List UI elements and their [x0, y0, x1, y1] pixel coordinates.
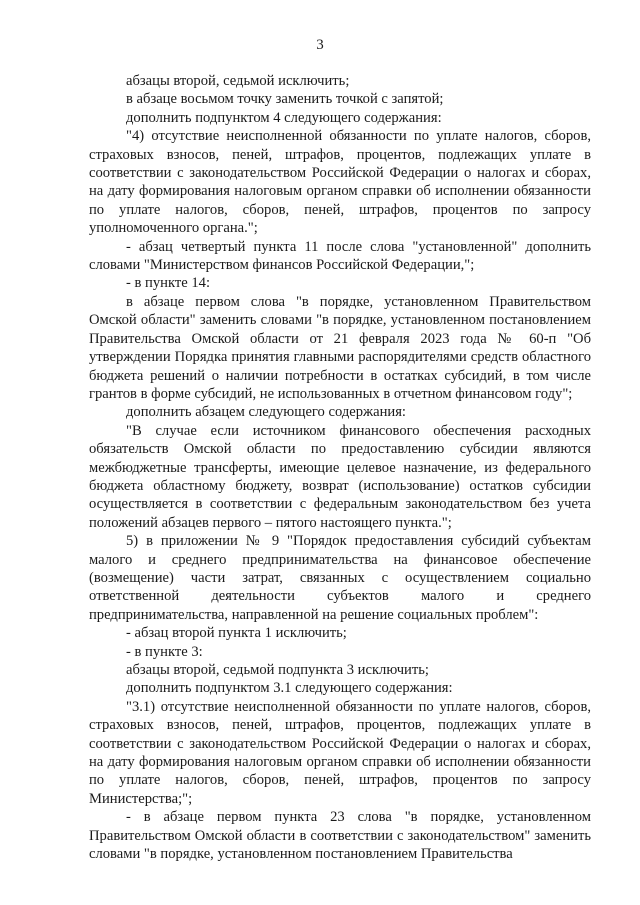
paragraph: - абзац четвертый пункта 11 после слова "установленной" дополнить словами "Министерством финансов Российской Федерации,";	[89, 238, 591, 274]
paragraph: - абзац второй пункта 1 исключить;	[126, 625, 347, 642]
paragraph: - в абзаце первом пункта 23 слова "в порядке, установленном Правительством Омской области в соответствии с законодательством" заменить словами "в порядке, установленном постановлением Правительства	[89, 809, 591, 863]
paragraph: дополнить абзацем следующего содержания:	[126, 404, 406, 421]
paragraph: "В случае если источником финансового обеспечения расходных обязательств Омской области по предоставлению субсидии являются межбюджетные трансферты, имеющие целевое назначение, из федерального бюджета областному бюджету, возврат (использование) остатков субсидии осуществляется в соответствии с федеральным законодательством без учета положений абзацев первого – пятого настоящего пункта.";	[89, 422, 591, 531]
paragraph: - в пункте 14:	[126, 275, 211, 292]
paragraph: абзацы второй, седьмой исключить;	[126, 73, 350, 89]
paragraph: в абзаце восьмом точку заменить точкой с запятой;	[126, 91, 444, 108]
paragraph: "4) отсутствие неисполненной обязанности по уплате налогов, сборов, страховых взносов, пеней, штрафов, процентов, подлежащих уплате в соответствии с законодательством Российской Федерации о налогах и сборах, на дату формирования налоговым органом справки об исполнении обязанности по уплате налогов, сборов, пеней, штрафов, процентов по запросу уполномоченного органа.";	[89, 128, 591, 237]
paragraph: дополнить подпунктом 4 следующего содержания:	[126, 109, 442, 126]
paragraph: дополнить подпунктом 3.1 следующего содержания:	[126, 680, 453, 697]
paragraph: 5) в приложении № 9 "Порядок предоставления субсидий субъектам малого и среднего предпринимательства на финансовое обеспечение (возмещение) части затрат, связанных с осуществлением социально ответственной деятельности субъектов малого и среднего предпринимательства, направленной на решение социальных проблем":	[89, 533, 591, 623]
paragraph: абзацы второй, седьмой подпункта 3 исключить;	[126, 662, 429, 678]
paragraph: - в пункте 3:	[126, 643, 203, 660]
paragraph: в абзаце первом слова "в порядке, установленном Правительством Омской области" заменить словами "в порядке, установленном постановлением Правительства Омской области от 21 февраля 2023 года № 60-п "Об утверждении Порядка принятия главными распорядителями средств областного бюджета решений о наличии потребности в остатках субсидий, в том числе грантов в форме субсидий, не использованных в отчетном финансовом году";	[89, 293, 591, 402]
document-body	[89, 72, 591, 863]
page-number: 3	[316, 37, 324, 53]
paragraph: "3.1) отсутствие неисполненной обязанности по уплате налогов, сборов, страховых взносов, пеней, штрафов, процентов, подлежащих уплате в соответствии с законодательством Российской Федерации о налогах и сборах, на дату формирования налоговым органом справки об исполнении обязанности по уплате налогов, сборов, пеней, штрафов, процентов по запросу Министерства;";	[89, 698, 591, 807]
